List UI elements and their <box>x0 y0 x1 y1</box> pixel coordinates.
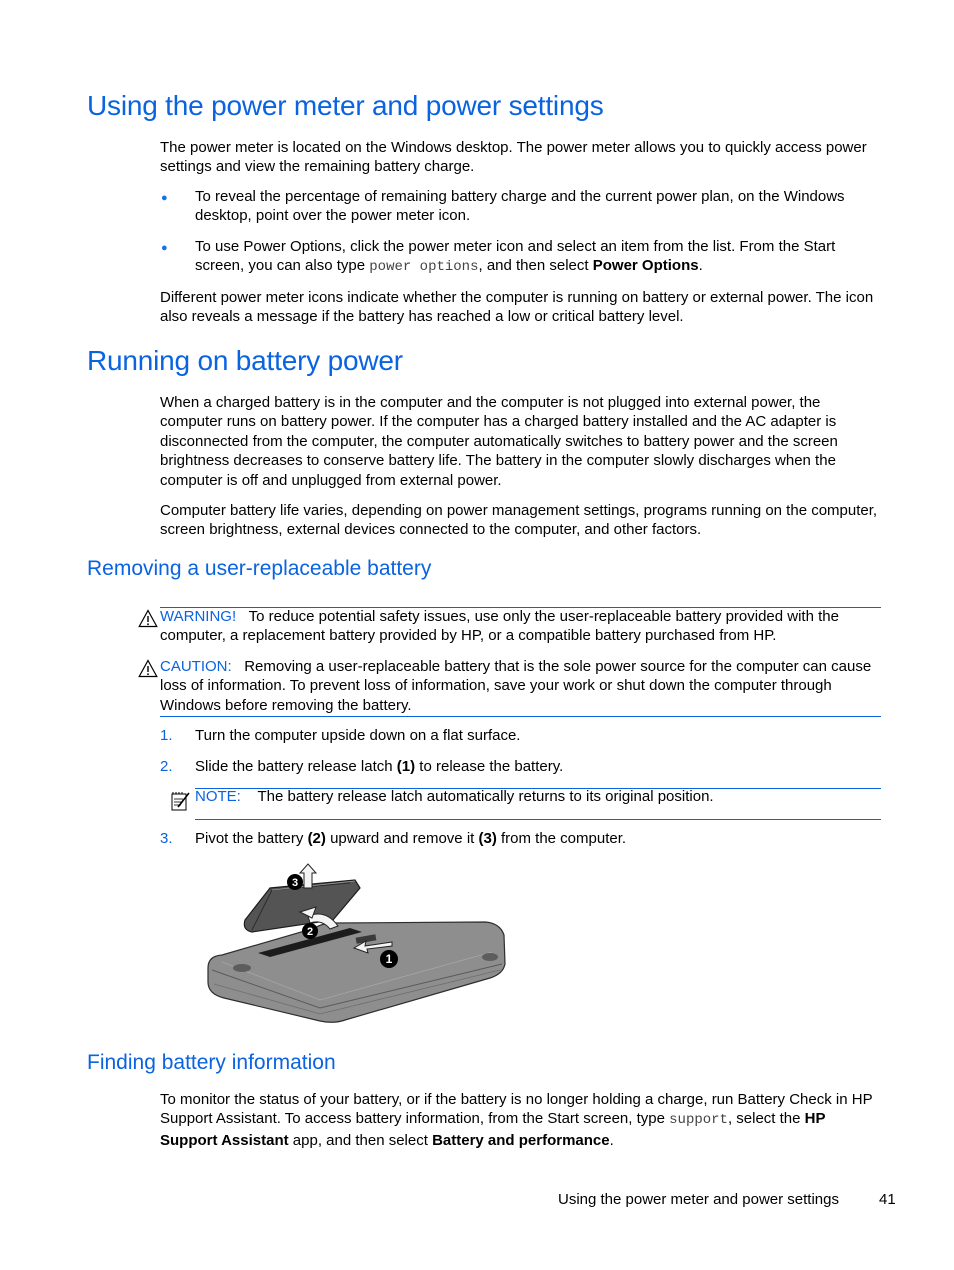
callout-3: 3 <box>291 877 299 889</box>
step-text: Pivot the battery (2) upward and remove it (3) from the computer. <box>195 830 627 847</box>
caution-icon <box>138 659 158 678</box>
warning-text: WARNING! To reduce potential safety issues, use only the user-replaceable battery provided with the computer, a replacement battery provided by HP, or a compatible battery purchased from HP. <box>160 608 839 645</box>
heading-battery-power: Running on battery power <box>87 345 403 376</box>
caution-text: CAUTION: Removing a user-replaceable battery that is the sole power source for the computer can cause loss of information. To prevent loss of information, save your work or shut down the computer through Windows before removing the battery. <box>160 658 872 714</box>
heading-power-meter: Using the power meter and power settings <box>87 90 604 121</box>
inline-code: power options <box>369 259 479 276</box>
battery-paragraph-1: When a charged battery is in the computer and the computer is not plugged into external power, the computer runs on battery power. If the computer has a charged battery installed and the AC adapter is disconnected from the computer, the computer automatically switches to battery power and the screen brightness decreases to conserve battery life. The battery in the computer slowly discharges when the computer is off and unplugged from external power. <box>160 394 838 489</box>
step-text: Turn the computer upside down on a flat surface. <box>195 727 521 744</box>
step-number: 2. <box>160 758 173 775</box>
warning-icon <box>138 609 158 628</box>
ui-term: Power Options <box>592 257 699 275</box>
inline-code: support <box>669 1112 728 1129</box>
callout-1: 1 <box>385 952 393 966</box>
heading-battery-information: Finding battery information <box>87 1051 336 1074</box>
note-rule-bottom <box>195 819 881 820</box>
bullet-icon: ● <box>161 242 168 254</box>
caution-label: CAUTION: <box>160 658 232 675</box>
battery-paragraph-2: Computer battery life varies, depending on power management settings, programs running on the computer, screen brightness, external devices connected to the computer, and other factors. <box>160 502 878 539</box>
footer-title: Using the power meter and power settings <box>558 1191 839 1208</box>
heading-removing-battery: Removing a user-replaceable battery <box>87 557 432 580</box>
step-number: 3. <box>160 830 173 847</box>
ui-term: Battery and performance <box>432 1131 610 1149</box>
note-text: NOTE: The battery release latch automatically returns to its original position. <box>195 788 714 805</box>
callout-2: 2 <box>306 926 314 938</box>
bullet-icon: ● <box>161 192 168 204</box>
bullet-item: To reveal the percentage of remaining battery charge and the current power plan, on the Windows desktop, point over the power meter icon. <box>195 188 845 225</box>
intro-paragraph: The power meter is located on the Windows desktop. The power meter allows you to quickly access power settings and view the remaining battery charge. <box>160 139 867 176</box>
caution-rule <box>160 716 881 717</box>
battery-info-paragraph: To monitor the status of your battery, or if the battery is no longer holding a charge, run Battery Check in HP Support Assistant. To access battery information, from the Start screen, type support, select the HP Support Assistant app, and then select Battery and performance. <box>160 1091 873 1149</box>
note-label: NOTE: <box>195 788 241 805</box>
closing-paragraph: Different power meter icons indicate whether the computer is running on battery or external power. The icon also reveals a message if the battery has reached a low or critical battery level. <box>160 289 874 326</box>
battery-removal-illustration <box>200 860 510 1030</box>
note-icon <box>170 790 192 812</box>
ui-term: HP Support Assistant <box>160 1110 826 1149</box>
warning-label: WARNING! <box>160 608 237 625</box>
step-text: Slide the battery release latch (1) to release the battery. <box>195 758 564 775</box>
bullet-item: To use Power Options, click the power meter icon and select an item from the list. From the Start screen, you can also type power options, and then select Power Options. <box>195 238 836 276</box>
page-number: 41 <box>879 1191 896 1208</box>
step-number: 1. <box>160 727 173 744</box>
